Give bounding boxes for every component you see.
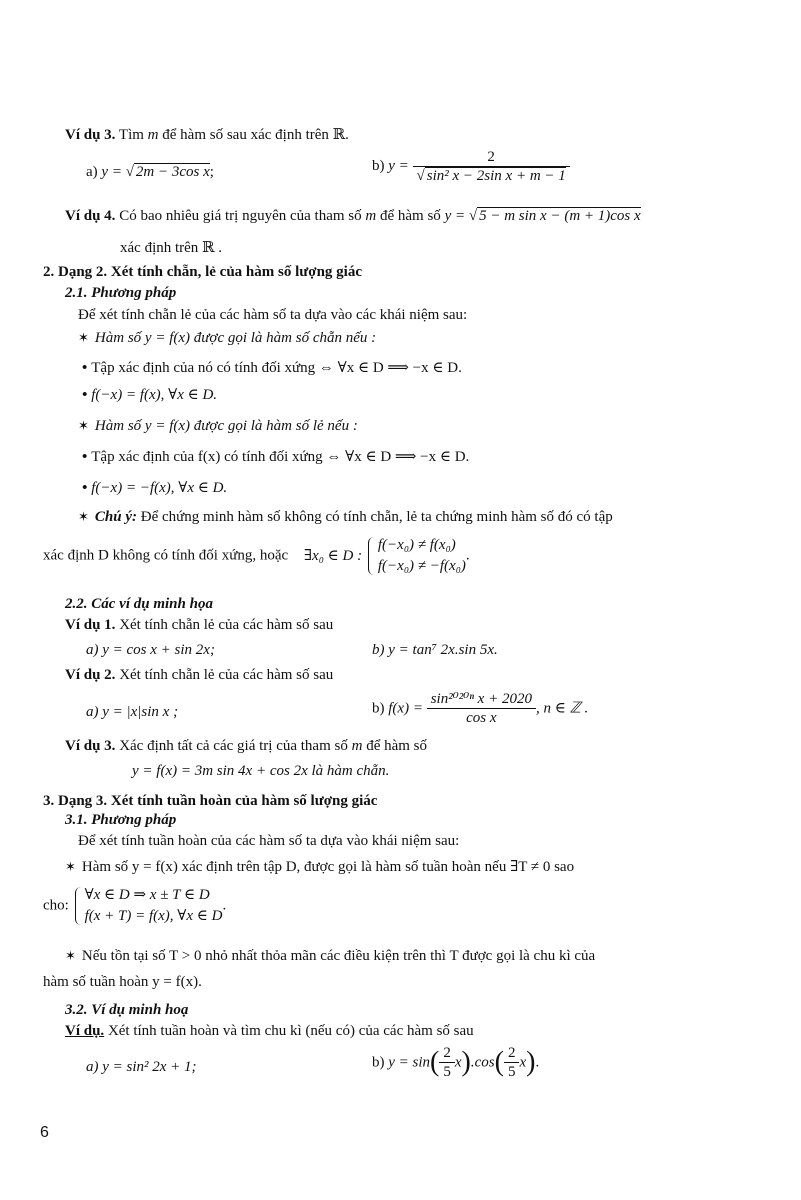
- math-var: m: [147, 127, 159, 143]
- definition-text: Hàm số y = f(x) được gọi là hàm số lẻ nếu :: [94, 418, 358, 434]
- definition-text: Hàm số y = f(x) được gọi là hàm số chẵn nếu :: [94, 330, 377, 346]
- condition-line: f(x + T) = f(x), ∀x ∈ D: [84, 908, 223, 924]
- section-2-2-example-1-b: b) y = tan⁷ 2x.sin 5x.: [372, 642, 498, 658]
- note-text: xác định D không có tính đối xứng, hoặc: [43, 547, 289, 564]
- example-text: để hàm số: [379, 208, 441, 224]
- math-expr: f(x) =: [388, 700, 427, 717]
- math-var: x: [454, 1054, 462, 1071]
- example-label: Ví dụ 4.: [65, 208, 116, 224]
- periodic-note: [65, 946, 595, 966]
- math-var: m: [365, 208, 377, 224]
- condition-text: f(−x) = −f(x), ∀x ∈ D.: [91, 480, 228, 496]
- example-text: Xét tính chẵn lẻ của các hàm số sau: [119, 667, 334, 683]
- math-sqrt: 2m − 3cos x: [135, 164, 210, 180]
- fraction-numerator: 2: [413, 148, 570, 167]
- section-2-2-example-3-func: y = f(x) = 3m sin 4x + cos 2x là hàm chẵn.: [132, 763, 390, 779]
- bullet-icon: •: [82, 360, 88, 376]
- fraction-numerator: 2: [504, 1044, 520, 1063]
- example-label: Ví dụ 1.: [65, 617, 116, 633]
- note: [78, 507, 613, 527]
- example-label: Ví dụ 3.: [65, 127, 116, 143]
- bullet-icon: •: [82, 449, 88, 465]
- part-label: b): [372, 1054, 385, 1071]
- note-text: Nếu tồn tại số T > 0 nhỏ nhất thỏa mãn các điều kiện trên thì T được gọi là chu kì của: [81, 948, 596, 964]
- section-3-1-intro: Để xét tính tuần hoàn của các hàm số ta dựa vào khái niệm sau:: [78, 833, 460, 849]
- periodic-conditions: [43, 885, 226, 927]
- example-4-heading: Ví dụ 4. Có bao nhiêu giá trị nguyên của tham số m để hàm số y = √ 5 − m sin x − (m + 1)cos x: [65, 208, 641, 224]
- fraction: [413, 148, 570, 185]
- math-expr: .cos: [470, 1054, 495, 1071]
- note-line2: [43, 535, 470, 577]
- math-end: , n ∈ ℤ .: [535, 700, 589, 717]
- even-function-definition: [78, 328, 376, 348]
- example-text: để hàm số: [366, 738, 428, 754]
- example-3-part-a: a) y = √ 2m − 3cos x;: [86, 164, 214, 180]
- even-condition-1: [82, 358, 462, 378]
- fraction: [439, 1044, 455, 1081]
- periodic-note-line2: hàm số tuần hoàn y = f(x).: [43, 974, 202, 990]
- example-4-line2: xác định trên ℝ .: [120, 240, 223, 256]
- section-2-2-example-2-a: a) y = |x|sin x ;: [86, 704, 179, 720]
- periodic-definition: [65, 857, 574, 877]
- section-2-2-example-1: [65, 615, 333, 635]
- example-text: Tìm: [118, 127, 144, 143]
- example-text: Xét tính tuần hoàn và tìm chu kì (nếu có) của các hàm số sau: [107, 1023, 474, 1039]
- star-icon: ✶: [65, 859, 76, 874]
- math-end: .: [535, 1054, 540, 1071]
- note-label: Chú ý:: [94, 509, 137, 525]
- paren-left: (: [494, 1046, 504, 1078]
- condition-line: ∀x ∈ D ⇒ x ± T ∈ D: [84, 887, 210, 903]
- math-expr: y =: [388, 157, 413, 174]
- fraction: [504, 1044, 520, 1081]
- math-expr: ∃x₀ ∈ D :: [303, 547, 363, 564]
- section-2-1-intro: Để xét tính chẵn lẻ của các hàm số ta dựa vào các khái niệm sau:: [78, 307, 468, 323]
- math-expr: y =: [101, 164, 126, 180]
- section-2-2-title: 2.2. Các ví dụ minh họa: [65, 596, 213, 612]
- example-text: Có bao nhiêu giá trị nguyên của tham số: [119, 208, 362, 224]
- section-2-2-example-1-a: a) y = cos x + sin 2x;: [86, 642, 215, 658]
- paren-left: (: [430, 1046, 440, 1078]
- paren-right: ): [526, 1046, 536, 1078]
- fraction-denominator: cos x: [466, 710, 497, 726]
- section-2-1-title: 2.1. Phương pháp: [65, 285, 177, 301]
- math-end: ;: [209, 164, 214, 180]
- star-icon: ✶: [78, 330, 89, 345]
- odd-condition-1: [82, 447, 469, 467]
- example-label: Ví dụ 2.: [65, 667, 116, 683]
- example-text: Xác định tất cả các giá trị của tham số: [119, 738, 348, 754]
- fraction: [427, 690, 536, 727]
- definition-text: Hàm số y = f(x) xác định trên tập D, được gọi là hàm số tuần hoàn nếu ∃T ≠ 0 sao: [81, 859, 575, 875]
- math-end: .: [222, 897, 227, 914]
- math-sqrt: 5 − m sin x − (m + 1)cos x: [479, 208, 641, 224]
- example-3-heading: [65, 125, 349, 145]
- section-2-title: 2. Dạng 2. Xét tính chẵn, lẻ của hàm số lượng giác: [43, 264, 362, 280]
- example-label: Ví dụ 3.: [65, 738, 116, 754]
- example-text: để hàm số sau xác định trên ℝ.: [162, 127, 349, 143]
- part-label: b): [372, 700, 385, 717]
- odd-function-definition: [78, 416, 358, 436]
- fraction-denominator: 5: [507, 1064, 516, 1080]
- condition-text: Tập xác định của nó có tính đối xứng ⇔ ∀x ∈ D ⟹ −x ∈ D.: [91, 360, 462, 376]
- condition-text: Tập xác định của f(x) có tính đối xứng ⇔ ∀x ∈ D ⟹ −x ∈ D.: [91, 449, 470, 465]
- example-text: Xét tính chẵn lẻ của các hàm số sau: [119, 617, 334, 633]
- star-icon: ✶: [78, 509, 89, 524]
- section-2-2-example-2: [65, 665, 333, 685]
- example-3-part-b: [372, 148, 570, 185]
- math-sqrt: sin² x − 2sin x + m − 1: [426, 168, 566, 184]
- bullet-icon: •: [82, 480, 88, 496]
- fraction-denominator: 5: [443, 1064, 451, 1080]
- section-3-2-title: 3.2. Ví dụ minh hoạ: [65, 1002, 189, 1018]
- note-text: Để chứng minh hàm số không có tính chẵn, lẻ ta chứng minh hàm số đó có tập: [140, 509, 613, 525]
- even-condition-2: [82, 385, 217, 405]
- math-var: x: [519, 1054, 527, 1071]
- star-icon: ✶: [65, 948, 76, 963]
- section-3-2-example: [65, 1021, 474, 1041]
- condition-text: f(−x) = f(x), ∀x ∈ D.: [91, 387, 218, 403]
- math-expr: y = sin: [388, 1054, 431, 1071]
- fraction-numerator: sin²⁰²⁰ⁿ x + 2020: [427, 690, 536, 709]
- condition-line: f(−x₀) ≠ −f(x₀): [377, 558, 466, 574]
- example-label: Ví dụ.: [65, 1023, 105, 1039]
- part-label: b): [372, 157, 385, 174]
- section-2-2-example-2-b: [372, 690, 588, 727]
- math-end: .: [465, 547, 470, 564]
- part-label: a): [86, 164, 98, 180]
- page-number: 6: [40, 1124, 49, 1141]
- fraction-numerator: 2: [439, 1044, 455, 1063]
- section-3-2-example-a: a) y = sin² 2x + 1;: [86, 1059, 197, 1075]
- odd-condition-2: [82, 478, 227, 498]
- math-expr: y =: [444, 208, 469, 224]
- condition-label: cho:: [43, 897, 69, 914]
- paren-right: ): [461, 1046, 471, 1078]
- bullet-icon: •: [82, 387, 88, 403]
- fraction-denominator: √ sin² x − 2sin x + m − 1: [416, 168, 566, 184]
- condition-brace: [73, 885, 223, 927]
- star-icon: ✶: [78, 418, 89, 433]
- condition-brace: [366, 535, 466, 577]
- section-3-1-title: 3.1. Phương pháp: [65, 812, 177, 828]
- section-3-title: 3. Dạng 3. Xét tính tuần hoàn của hàm số lượng giác: [43, 793, 378, 809]
- section-2-2-example-3: [65, 736, 427, 756]
- section-3-2-example-b: [372, 1044, 539, 1081]
- math-var: m: [351, 738, 363, 754]
- condition-line: f(−x₀) ≠ f(x₀): [377, 537, 456, 553]
